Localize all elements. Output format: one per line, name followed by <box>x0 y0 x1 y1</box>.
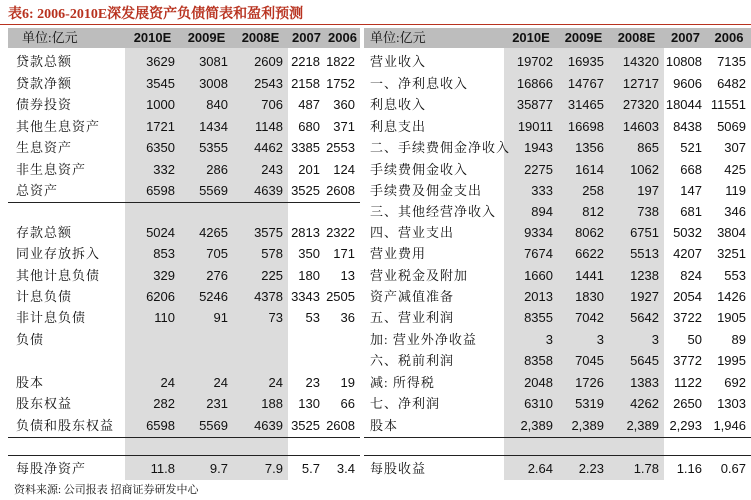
cell-value: 840 <box>206 97 228 112</box>
cell-value: 1303 <box>717 396 746 411</box>
cell-value <box>664 28 702 47</box>
cell-value: 2.23 <box>578 461 604 476</box>
cell-value: 4265 <box>199 225 228 240</box>
row-divider <box>8 202 360 203</box>
cell-value: 147 <box>680 183 702 198</box>
table-row <box>364 28 751 47</box>
cell-value: 3545 <box>146 76 175 91</box>
cell-value: 16935 <box>567 54 604 69</box>
cell-value: 3525 <box>291 418 320 433</box>
table-row <box>364 138 751 157</box>
cell-value: 13 <box>340 268 355 283</box>
table-row <box>8 223 360 242</box>
cell-value: 18044 <box>665 97 702 112</box>
cell-value: 5642 <box>630 310 659 325</box>
cell-value: 2218 <box>291 54 320 69</box>
cell-value: 371 <box>333 119 355 134</box>
cell-value: 1.78 <box>633 461 659 476</box>
cell-value: 31465 <box>567 97 604 112</box>
table-row <box>8 459 360 478</box>
cell-value: 89 <box>731 332 746 347</box>
row-label: 减: 所得税 <box>370 375 435 390</box>
row-divider <box>364 455 751 456</box>
table-row <box>8 160 360 179</box>
table-row <box>8 287 360 306</box>
cell-value: 5569 <box>199 418 228 433</box>
cell-value: 6751 <box>630 225 659 240</box>
cell-value: 4378 <box>254 289 283 304</box>
cell-value: 578 <box>261 246 283 261</box>
table-row <box>8 28 360 47</box>
cell-value: 24 <box>268 375 283 390</box>
row-divider <box>8 437 360 438</box>
cell-value: 6622 <box>575 246 604 261</box>
cell-value: 360 <box>333 97 355 112</box>
cell-value: 2553 <box>326 140 355 155</box>
cell-value: 282 <box>153 396 175 411</box>
row-label: 存款总额 <box>16 225 73 240</box>
cell-value: 19702 <box>516 54 553 69</box>
column-header-2006: 2006 <box>328 30 357 45</box>
cell-value: 2650 <box>673 396 702 411</box>
row-label: 非计息负债 <box>16 310 87 325</box>
cell-value: 3772 <box>673 353 702 368</box>
cell-value: 680 <box>298 119 320 134</box>
table-row <box>364 244 751 263</box>
cell-value <box>609 28 659 47</box>
table-title: 表6: 2006-2010E深发展资产负债简表和盈利预测 <box>8 7 304 22</box>
cell-value: 1383 <box>630 375 659 390</box>
row-label: 非生息资产 <box>16 162 87 177</box>
cell-value: 1356 <box>575 140 604 155</box>
table-row <box>364 416 751 435</box>
cell-value: 738 <box>637 204 659 219</box>
row-label: 负债 <box>16 332 45 347</box>
cell-value: 2609 <box>254 54 283 69</box>
cell-value: 6206 <box>146 289 175 304</box>
cell-value: 276 <box>206 268 228 283</box>
cell-value: 4207 <box>673 246 702 261</box>
cell-value: 225 <box>261 268 283 283</box>
cell-value: 2054 <box>673 289 702 304</box>
balance-sheet-table <box>8 28 378 480</box>
table-row <box>8 117 360 136</box>
table-row <box>8 308 360 327</box>
table-row <box>364 287 751 306</box>
cell-value: 14320 <box>622 54 659 69</box>
row-label: 贷款净额 <box>16 76 73 91</box>
cell-value: 110 <box>154 310 175 325</box>
cell-value: 35877 <box>516 97 553 112</box>
row-label: 贷款总额 <box>16 54 73 69</box>
row-label: 利息支出 <box>370 119 427 134</box>
cell-value <box>288 330 320 349</box>
row-label: 一、净利息收入 <box>370 76 469 91</box>
cell-value: 11.8 <box>150 461 175 476</box>
cell-value: 3251 <box>717 246 746 261</box>
cell-value: 2505 <box>326 289 355 304</box>
row-label: 每股收益 <box>370 461 427 476</box>
cell-value: 8438 <box>673 119 702 134</box>
row-label: 手续费及佣金支出 <box>370 183 483 198</box>
table-row <box>8 138 360 157</box>
row-label: 总资产 <box>16 183 59 198</box>
cell-value: 7.9 <box>264 461 283 476</box>
row-label: 其他计息负债 <box>16 268 101 283</box>
cell-value <box>325 330 355 349</box>
cell-value: 5032 <box>673 225 702 240</box>
cell-value <box>325 28 355 47</box>
cell-value <box>233 28 283 47</box>
table-row <box>364 160 751 179</box>
cell-value: 258 <box>582 183 604 198</box>
cell-value: 5069 <box>717 119 746 134</box>
table-row <box>364 330 751 349</box>
cell-value: 4262 <box>630 396 659 411</box>
cell-value: 14767 <box>567 76 604 91</box>
cell-value: 329 <box>153 268 175 283</box>
row-label: 营业费用 <box>370 246 427 261</box>
cell-value: 5569 <box>199 183 228 198</box>
cell-value: 3081 <box>199 54 228 69</box>
column-header-2010e: 2010E <box>512 30 550 45</box>
cell-value: 3 <box>651 332 659 347</box>
cell-value: 16698 <box>567 119 604 134</box>
row-label: 二、手续费佣金净收入 <box>370 140 511 155</box>
cell-value: 307 <box>724 140 746 155</box>
column-header-2009e: 2009E <box>564 30 603 45</box>
cell-value: 1,946 <box>713 418 746 433</box>
cell-value: 2608 <box>326 183 355 198</box>
cell-value: 3343 <box>291 289 320 304</box>
column-header-2008e: 2008E <box>241 30 280 45</box>
column-header-2006: 2006 <box>714 30 744 45</box>
cell-value: 16866 <box>516 76 553 91</box>
cell-value: 2013 <box>524 289 553 304</box>
row-label: 其他生息资产 <box>16 119 101 134</box>
cell-value: 1.16 <box>676 461 702 476</box>
cell-value: 1238 <box>630 268 659 283</box>
row-label: 债券投资 <box>16 97 73 112</box>
cell-value: 6350 <box>146 140 175 155</box>
cell-value <box>180 330 228 349</box>
cell-value: 4462 <box>254 140 283 155</box>
cell-value: 3 <box>596 332 604 347</box>
cell-value: 5246 <box>199 289 228 304</box>
cell-value: 4639 <box>254 183 283 198</box>
cell-value: 812 <box>582 204 604 219</box>
table-row <box>8 95 360 114</box>
cell-value: 3.4 <box>336 461 355 476</box>
row-label: 股本 <box>370 418 399 433</box>
cell-value: 3385 <box>291 140 320 155</box>
table-row <box>8 330 360 349</box>
cell-value: 1434 <box>199 119 228 134</box>
cell-value: 521 <box>680 140 702 155</box>
table-row <box>8 416 360 435</box>
table-row <box>364 95 751 114</box>
row-label: 七、净利润 <box>370 396 441 411</box>
cell-value: 7135 <box>717 54 746 69</box>
row-label: 利息收入 <box>370 97 427 112</box>
cell-value: 6598 <box>146 183 175 198</box>
cell-value: 2275 <box>524 162 553 177</box>
cell-value: 425 <box>724 162 746 177</box>
cell-value: 66 <box>340 396 355 411</box>
table-row <box>364 223 751 242</box>
cell-value: 2,293 <box>669 418 702 433</box>
cell-value: 350 <box>298 246 320 261</box>
cell-value: 7045 <box>575 353 604 368</box>
column-header-2007: 2007 <box>671 30 700 45</box>
cell-value: 333 <box>531 183 553 198</box>
table-row <box>364 117 751 136</box>
row-label: 五、营业利润 <box>370 310 455 325</box>
table-row <box>8 394 360 413</box>
cell-value <box>180 28 228 47</box>
row-label: 生息资产 <box>16 140 73 155</box>
cell-value <box>558 28 604 47</box>
cell-value: 1752 <box>326 76 355 91</box>
cell-value: 3008 <box>199 76 228 91</box>
cell-value: 1000 <box>146 97 175 112</box>
unit-label: 单位:亿元 <box>22 30 78 45</box>
cell-value: 180 <box>298 268 320 283</box>
column-header-2008e: 2008E <box>617 30 656 45</box>
cell-value: 1830 <box>575 289 604 304</box>
column-header-2010e: 2010E <box>133 30 172 45</box>
income-statement-table <box>364 28 751 480</box>
cell-value <box>504 28 553 47</box>
cell-value: 1822 <box>326 54 355 69</box>
cell-value: 2,389 <box>626 418 659 433</box>
cell-value: 3629 <box>146 54 175 69</box>
table-row <box>8 52 360 71</box>
cell-value: 201 <box>298 162 320 177</box>
row-label: 四、营业支出 <box>370 225 455 240</box>
row-label: 加: 营业外净收益 <box>370 332 477 347</box>
cell-value: 1426 <box>717 289 746 304</box>
cell-value: 11551 <box>710 97 746 112</box>
column-header-2009e: 2009E <box>187 30 226 45</box>
cell-value <box>288 28 320 47</box>
cell-value: 9334 <box>524 225 553 240</box>
row-label: 资产减值准备 <box>370 289 455 304</box>
cell-value: 2048 <box>524 375 553 390</box>
cell-value: 553 <box>724 268 746 283</box>
cell-value: 1614 <box>575 162 604 177</box>
cell-value: 4639 <box>254 418 283 433</box>
table-row <box>364 351 751 370</box>
cell-value: 0.67 <box>720 461 746 476</box>
cell-value: 14603 <box>622 119 659 134</box>
cell-value: 243 <box>261 162 283 177</box>
cell-value: 2608 <box>326 418 355 433</box>
row-label: 负债和股东权益 <box>16 418 115 433</box>
cell-value: 9.7 <box>209 461 228 476</box>
unit-label: 单位:亿元 <box>370 30 426 45</box>
row-label: 六、税前利润 <box>370 353 455 368</box>
cell-value: 19011 <box>517 119 553 134</box>
cell-value: 5319 <box>575 396 604 411</box>
cell-value <box>707 28 746 47</box>
cell-value: 2,389 <box>571 418 604 433</box>
cell-value: 853 <box>153 246 175 261</box>
cell-value: 1122 <box>674 375 702 390</box>
cell-value: 332 <box>153 162 175 177</box>
cell-value: 1905 <box>717 310 746 325</box>
row-label: 三、其他经营净收入 <box>370 204 497 219</box>
cell-value: 5024 <box>146 225 175 240</box>
cell-value: 1943 <box>524 140 553 155</box>
cell-value: 19 <box>340 375 355 390</box>
cell-value: 91 <box>213 310 228 325</box>
cell-value: 130 <box>298 396 320 411</box>
cell-value: 2158 <box>291 76 320 91</box>
cell-value: 73 <box>268 310 283 325</box>
table-row <box>364 202 751 221</box>
cell-value: 12717 <box>622 76 659 91</box>
cell-value: 23 <box>305 375 320 390</box>
cell-value: 286 <box>206 162 228 177</box>
cell-value: 3804 <box>717 225 746 240</box>
cell-value: 3722 <box>673 310 702 325</box>
table-row <box>364 459 751 478</box>
cell-value: 2,389 <box>520 418 553 433</box>
cell-value: 8062 <box>575 225 604 240</box>
cell-value: 5355 <box>199 140 228 155</box>
cell-value: 5.7 <box>301 461 320 476</box>
cell-value: 487 <box>298 97 320 112</box>
cell-value: 24 <box>213 375 228 390</box>
cell-value: 3 <box>545 332 553 347</box>
table-row <box>364 74 751 93</box>
cell-value: 3525 <box>291 183 320 198</box>
table-row <box>8 181 360 200</box>
row-divider <box>8 455 360 456</box>
table-row <box>364 52 751 71</box>
cell-value: 7042 <box>575 310 604 325</box>
cell-value: 1721 <box>146 119 175 134</box>
cell-value: 2.64 <box>527 461 553 476</box>
row-label: 手续费佣金收入 <box>370 162 469 177</box>
cell-value: 692 <box>724 375 746 390</box>
cell-value: 668 <box>680 162 702 177</box>
row-label: 每股净资产 <box>16 461 87 476</box>
table-row <box>364 394 751 413</box>
row-label: 股东权益 <box>16 396 73 411</box>
cell-value: 9606 <box>673 76 702 91</box>
cell-value: 824 <box>680 268 702 283</box>
cell-value: 1927 <box>630 289 659 304</box>
cell-value: 6310 <box>524 396 553 411</box>
row-divider <box>364 437 751 438</box>
cell-value: 10808 <box>665 54 702 69</box>
cell-value: 36 <box>340 310 355 325</box>
table-row <box>364 181 751 200</box>
cell-value: 1995 <box>717 353 746 368</box>
source-note: 资料来源: 公司报表 招商证券研发中心 <box>14 484 199 496</box>
cell-value <box>125 28 175 47</box>
row-label: 同业存放拆入 <box>16 246 101 261</box>
cell-value: 2813 <box>291 225 320 240</box>
cell-value: 2322 <box>326 225 355 240</box>
cell-value: 7674 <box>524 246 553 261</box>
row-label: 营业收入 <box>370 54 427 69</box>
table-row <box>364 266 751 285</box>
cell-value: 1062 <box>630 162 659 177</box>
column-header-2007: 2007 <box>292 30 321 45</box>
table-row <box>364 308 751 327</box>
cell-value: 197 <box>637 183 659 198</box>
cell-value: 6598 <box>146 418 175 433</box>
cell-value: 53 <box>305 310 320 325</box>
cell-value: 346 <box>724 204 746 219</box>
title-rule <box>0 24 751 25</box>
cell-value: 1726 <box>575 375 604 390</box>
cell-value: 1148 <box>255 119 283 134</box>
table-row <box>8 244 360 263</box>
row-label: 营业税金及附加 <box>370 268 469 283</box>
cell-value: 27320 <box>622 97 659 112</box>
cell-value: 124 <box>333 162 355 177</box>
cell-value: 8355 <box>524 310 553 325</box>
cell-value <box>233 330 283 349</box>
cell-value: 681 <box>680 204 702 219</box>
row-label: 股本 <box>16 375 45 390</box>
table-row <box>8 373 360 392</box>
cell-value: 6482 <box>717 76 746 91</box>
cell-value: 706 <box>261 97 283 112</box>
cell-value: 24 <box>160 375 175 390</box>
cell-value: 5645 <box>630 353 659 368</box>
cell-value: 3575 <box>254 225 283 240</box>
cell-value: 1660 <box>524 268 553 283</box>
cell-value: 231 <box>206 396 228 411</box>
cell-value: 119 <box>725 183 746 198</box>
cell-value: 1441 <box>575 268 604 283</box>
cell-value: 894 <box>531 204 553 219</box>
table-row <box>364 373 751 392</box>
cell-value <box>125 330 175 349</box>
cell-value: 865 <box>637 140 659 155</box>
cell-value: 8358 <box>524 353 553 368</box>
cell-value: 50 <box>687 332 702 347</box>
row-label: 计息负债 <box>16 289 73 304</box>
cell-value: 188 <box>261 396 283 411</box>
cell-value: 171 <box>333 246 355 261</box>
table-row <box>8 266 360 285</box>
cell-value: 5513 <box>630 246 659 261</box>
cell-value: 2543 <box>254 76 283 91</box>
table-row <box>8 74 360 93</box>
cell-value: 705 <box>206 246 228 261</box>
